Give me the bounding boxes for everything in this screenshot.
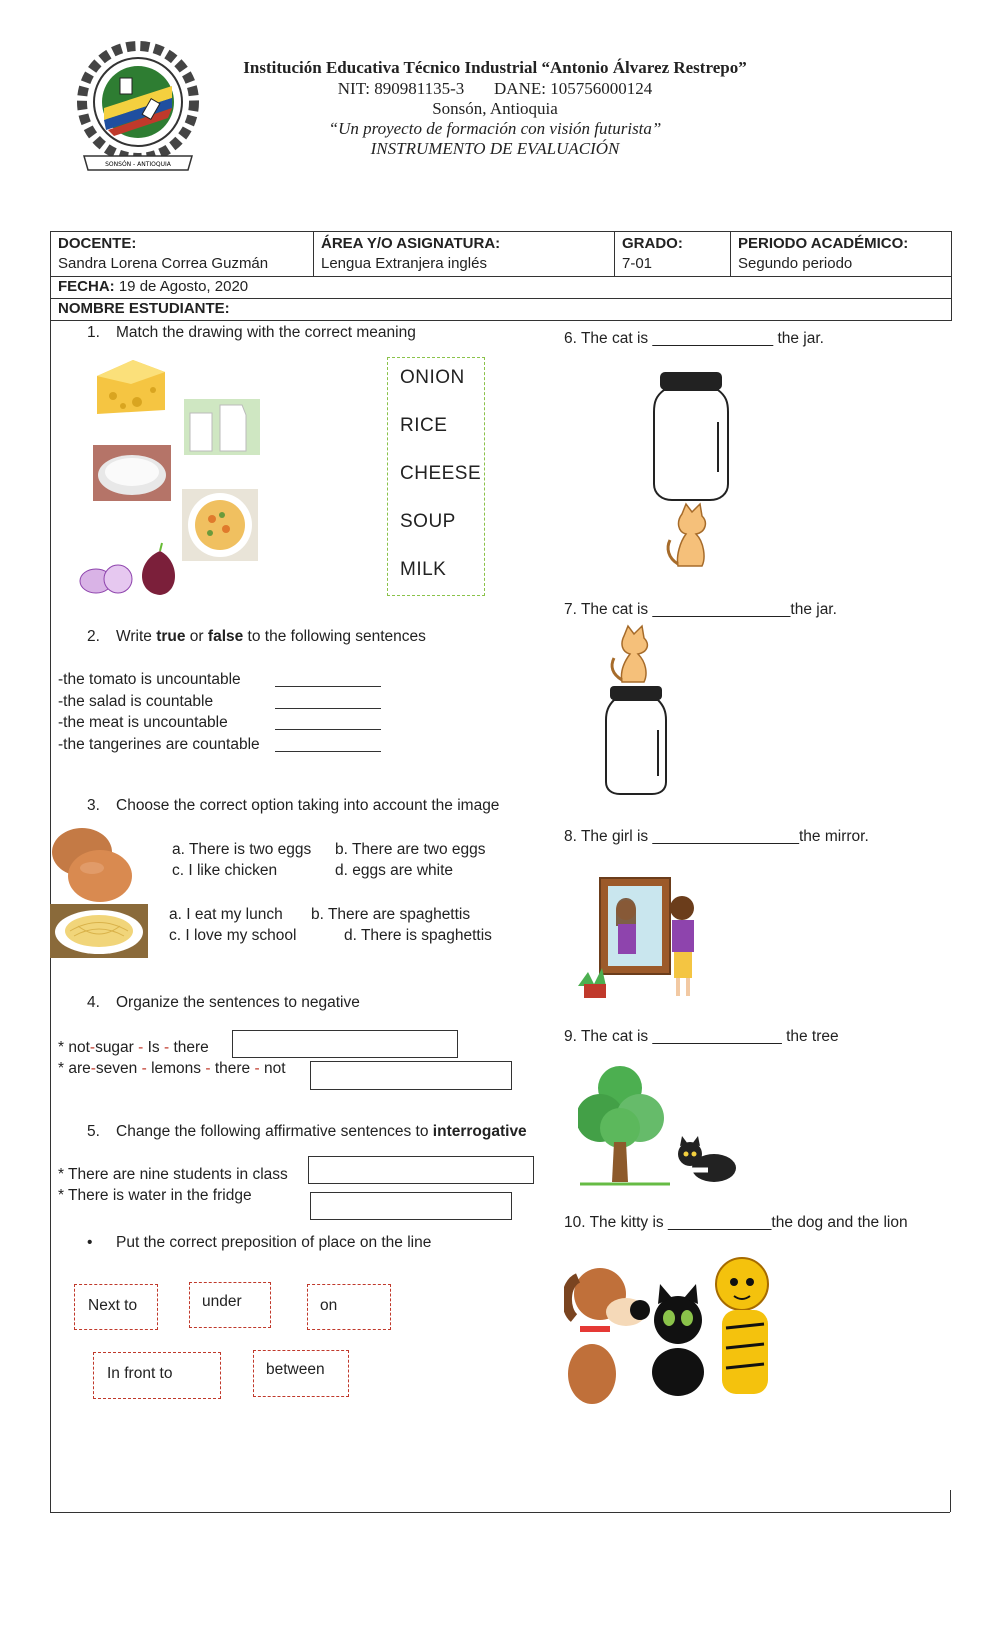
onion-image — [76, 541, 180, 597]
q1-word-box — [387, 357, 485, 596]
periodo-label: PERIODO ACADÉMICO: — [738, 235, 909, 252]
grado-value: 7-01 — [622, 255, 653, 272]
eggs-image — [50, 824, 136, 904]
spaghetti-image — [50, 904, 148, 958]
q3-eggs-option-c[interactable]: c. I like chicken — [172, 862, 278, 879]
q2-answer-line-4[interactable] — [275, 751, 381, 752]
q10-sentence: 10. The kitty is ____________the dog and the lion — [564, 1214, 908, 1231]
q4-sentence-2: * are-seven - lemons - there - not — [58, 1060, 286, 1077]
nombre-label: NOMBRE ESTUDIANTE: — [58, 300, 230, 317]
document-type: INSTRUMENTO DE EVALUACIÓN — [370, 139, 620, 158]
q3-instruction: Choose the correct option taking into account the image — [116, 797, 500, 814]
nit: NIT: 890981135-3 — [337, 79, 465, 98]
prepositions-instruction: Put the correct preposition of place on the line — [116, 1234, 432, 1251]
q3-spaghetti-option-c[interactable]: c. I love my school — [169, 927, 297, 944]
q4-answer-box-1[interactable] — [232, 1030, 458, 1058]
q5-answer-box-1[interactable] — [308, 1156, 534, 1184]
q3-spaghetti-option-b[interactable]: b. There are spaghettis — [311, 906, 471, 923]
q10-blank[interactable]: ____________ — [667, 1214, 772, 1231]
word-cheese: CHEESE — [400, 463, 482, 484]
q3-spaghetti-option-a[interactable]: a. I eat my lunch — [169, 906, 283, 923]
q9-sentence: 9. The cat is _______________ the tree — [564, 1028, 839, 1045]
q3-number: 3. — [87, 797, 100, 814]
jar-image-q7 — [604, 686, 668, 796]
dog-cat-lion-image — [564, 1254, 780, 1406]
word-milk: MILK — [400, 559, 447, 580]
cat-under-jar-image — [660, 502, 722, 570]
jar-image-q6 — [652, 372, 730, 502]
word-rice: RICE — [400, 415, 448, 436]
q4-instruction: Organize the sentences to negative — [116, 994, 360, 1011]
fecha: FECHA: 19 de Agosto, 2020 — [58, 278, 249, 295]
q2-answer-line-3[interactable] — [275, 729, 381, 730]
q2-item-1: -the tomato is uncountable — [58, 671, 241, 688]
q4-sentence-1: * not-sugar - Is - there — [58, 1039, 209, 1056]
docente-value: Sandra Lorena Correa Guzmán — [58, 255, 269, 272]
q5-number: 5. — [87, 1123, 100, 1140]
q5-item-2: * There is water in the fridge — [58, 1187, 252, 1204]
q6-blank[interactable]: ______________ — [652, 330, 774, 347]
nit-dane-line — [235, 78, 755, 99]
q6-sentence: 6. The cat is ______________ the jar. — [564, 330, 824, 347]
tree-cat-image — [578, 1066, 738, 1190]
preposition-on[interactable]: on — [307, 1284, 391, 1330]
grado-label: GRADO: — [622, 235, 683, 252]
q4-answer-box-2[interactable] — [310, 1061, 512, 1090]
q2-answer-line-1[interactable] — [275, 686, 381, 687]
q9-blank[interactable]: _______________ — [652, 1028, 782, 1045]
q2-number: 2. — [87, 628, 100, 645]
q2-item-4: -the tangerines are countable — [58, 736, 260, 753]
worksheet-border-bottom — [50, 1512, 950, 1513]
q7-blank[interactable]: ________________ — [652, 601, 791, 618]
q1-instruction: Match the drawing with the correct meaning — [116, 324, 416, 341]
preposition-under[interactable]: under — [189, 1282, 271, 1328]
docente-label: DOCENTE: — [58, 235, 137, 252]
q3-eggs-option-b[interactable]: b. There are two eggs — [335, 841, 486, 858]
q8-sentence: 8. The girl is _________________the mirror. — [564, 828, 869, 845]
preposition-next-to[interactable]: Next to — [74, 1284, 158, 1330]
periodo-value: Segundo periodo — [738, 255, 853, 272]
word-soup: SOUP — [400, 511, 456, 532]
motto: “Un proyecto de formación con visión futurista” — [328, 119, 662, 138]
cat-on-jar-image — [606, 624, 662, 684]
area-value: Lengua Extranjera inglés — [321, 255, 487, 272]
q2-instruction: Write true or false to the following sentences — [116, 628, 426, 645]
dane: DANE: 105756000124 — [494, 79, 653, 98]
soup-image — [182, 489, 258, 561]
q3-eggs-option-d[interactable]: d. eggs are white — [335, 862, 454, 879]
word-onion: ONION — [400, 367, 465, 388]
girl-mirror-image — [578, 876, 702, 1000]
q5-item-1: * There are nine students in class — [58, 1166, 288, 1183]
milk-image — [184, 399, 260, 455]
q2-item-2: -the salad is countable — [58, 693, 214, 710]
city: Sonsón, Antioquia — [432, 99, 558, 118]
q5-answer-box-2[interactable] — [310, 1192, 512, 1220]
q7-sentence: 7. The cat is ________________the jar. — [564, 601, 837, 618]
preposition-between[interactable]: between — [253, 1350, 349, 1397]
prepositions-bullet: • — [87, 1234, 93, 1251]
q3-eggs-option-a[interactable]: a. There is two eggs — [172, 841, 312, 858]
q2-answer-line-2[interactable] — [275, 708, 381, 709]
school-logo — [74, 38, 202, 178]
q2-item-3: -the meat is uncountable — [58, 714, 228, 731]
q3-spaghetti-option-d[interactable]: d. There is spaghettis — [344, 927, 492, 944]
rice-image — [93, 445, 171, 501]
q1-number: 1. — [87, 324, 100, 341]
cheese-image — [93, 354, 169, 418]
institution-name: Institución Educativa Técnico Industrial “Antonio Álvarez Restrepo” — [243, 58, 747, 77]
area-label: ÁREA Y/O ASIGNATURA: — [321, 235, 501, 252]
q5-instruction: Change the following affirmative sentences to interrogative — [116, 1123, 527, 1140]
info-table — [50, 231, 952, 321]
q8-blank[interactable]: _________________ — [652, 828, 799, 845]
svg-text:SONSÓN - ANTIOQUIA: SONSÓN - ANTIOQUIA — [105, 161, 171, 168]
preposition-in-front-to[interactable]: In front to — [93, 1352, 221, 1399]
q4-number: 4. — [87, 994, 100, 1011]
